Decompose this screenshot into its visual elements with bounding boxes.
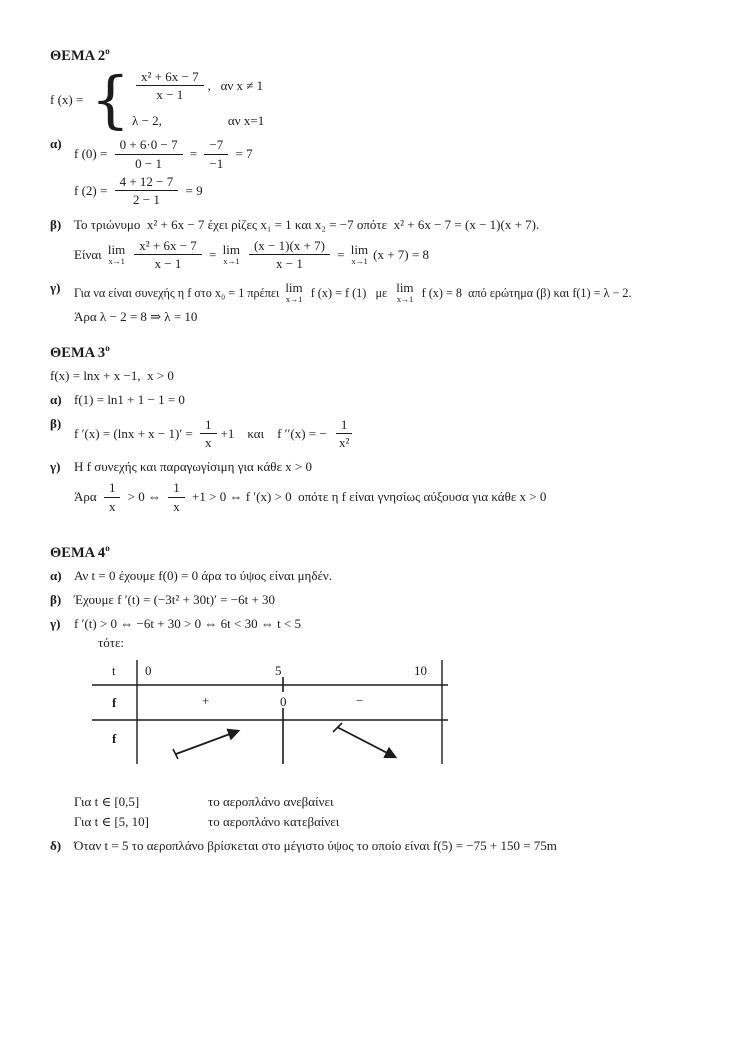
fraction-denominator: 0 − 1 bbox=[135, 155, 162, 171]
fraction-numerator: 0 + 6·0 − 7 bbox=[115, 137, 183, 154]
item-body bbox=[74, 414, 705, 454]
fraction bbox=[334, 417, 354, 451]
equals-sign: = bbox=[205, 246, 220, 262]
fraction-denominator: x bbox=[205, 435, 212, 451]
theme3-title bbox=[50, 343, 705, 362]
equation-f2 bbox=[74, 174, 705, 208]
equation-text: +1 και f ′′(x) = − bbox=[220, 425, 330, 441]
increase-arrow bbox=[173, 731, 238, 759]
item-label: α) bbox=[50, 567, 62, 583]
item-label: γ) bbox=[50, 459, 61, 475]
item-label: δ) bbox=[50, 837, 62, 853]
lim-subscript: x→1 bbox=[351, 256, 368, 267]
theme4-item-delta bbox=[50, 836, 705, 856]
interval-range: Για t ∈ [0,5] bbox=[74, 793, 140, 809]
then-label: τότε: bbox=[98, 634, 125, 650]
trinomial-roots-text: Το τριώνυμο x² + 6x − 7 έχει ρίζες x₁ = 1 και x₂ = −7 οπότε x² + 6x − 7 = (x − 1)(x + 7). bbox=[74, 216, 540, 232]
theme3-item-alpha bbox=[50, 390, 705, 410]
item-body bbox=[74, 215, 705, 275]
case-2-expression: λ − 2, bbox=[132, 113, 162, 129]
equation-result: = 7 bbox=[232, 146, 253, 162]
equation-text: Είναι bbox=[74, 246, 105, 262]
equation-result: = 9 bbox=[182, 182, 203, 198]
fraction-denominator: −1 bbox=[209, 155, 224, 171]
fraction bbox=[168, 480, 185, 514]
item-body bbox=[74, 836, 705, 856]
spacer bbox=[50, 521, 705, 543]
theme3-title-sup: ο bbox=[105, 342, 110, 353]
case-1-condition: , αν x ≠ 1 bbox=[207, 77, 264, 93]
fraction-numerator: 1 bbox=[200, 417, 217, 434]
item-label: γ) bbox=[50, 280, 61, 296]
limit-operator bbox=[351, 243, 368, 266]
derivative-equation bbox=[74, 417, 705, 451]
fraction bbox=[249, 238, 330, 272]
equation-text: f ′(x) = (lnx + x − 1)′ = bbox=[74, 425, 197, 441]
item-label: β) bbox=[50, 591, 62, 607]
theme2-title-sup: ο bbox=[105, 46, 110, 56]
theme2-item-gamma bbox=[50, 278, 705, 327]
fraction bbox=[104, 480, 121, 514]
fraction-denominator: x − 1 bbox=[276, 256, 303, 272]
fraction-denominator: x − 1 bbox=[154, 256, 182, 272]
piecewise-definition bbox=[50, 62, 705, 136]
equals-sign: = bbox=[333, 246, 348, 262]
table-value-5: 5 bbox=[275, 662, 282, 678]
sign-table bbox=[92, 658, 452, 766]
monotonicity-equation bbox=[74, 480, 705, 514]
equation-text: f (2) = bbox=[74, 182, 111, 198]
fraction-denominator: x bbox=[108, 498, 116, 514]
theme4-title-text: ΘΕΜΑ 4 bbox=[50, 544, 106, 561]
lim-subscript: x→1 bbox=[285, 294, 303, 305]
interval-row-2 bbox=[74, 812, 705, 832]
limit-operator bbox=[223, 243, 240, 266]
piecewise-case-1 bbox=[132, 69, 264, 103]
theme4-item-gamma bbox=[50, 614, 705, 652]
item-label: γ) bbox=[50, 615, 61, 631]
table-value-10: 10 bbox=[414, 662, 427, 678]
table-row-label-fprime: f bbox=[112, 694, 117, 710]
equation-f0 bbox=[74, 137, 705, 171]
item-body bbox=[74, 278, 705, 327]
equation-text: > 0 ⇔ bbox=[124, 489, 165, 505]
item-label: β) bbox=[50, 415, 62, 431]
fraction-denominator: 2 − 1 bbox=[132, 192, 160, 208]
theme3-section bbox=[50, 343, 705, 517]
curly-brace: { bbox=[90, 62, 131, 136]
sign-minus: − bbox=[356, 692, 364, 708]
equation-text: f (x) = f (1) με bbox=[307, 285, 394, 300]
inequality-statement: f ′(t) > 0 ⇔ −6t + 30 > 0 ⇔ 6t < 30 ⇔ t < 5 bbox=[74, 615, 302, 631]
interval-range: Για t ∈ [5, 10] bbox=[74, 813, 150, 829]
item-body bbox=[74, 457, 705, 517]
theme4-item-beta bbox=[50, 590, 705, 610]
table-value-0: 0 bbox=[145, 662, 152, 678]
theme3-title-text: ΘΕΜΑ 3 bbox=[50, 344, 106, 361]
lim-word: lim bbox=[222, 242, 240, 258]
fraction-denominator: x² bbox=[338, 435, 350, 451]
equation-text: +1 > 0 ⇔ f ′(x) > 0 οπότε η f είναι γνησίως αύξουσα για κάθε x > 0 bbox=[188, 489, 547, 505]
theme4-title bbox=[50, 543, 705, 562]
fraction-numerator: 1 bbox=[168, 480, 185, 497]
item-label: α) bbox=[50, 136, 62, 152]
fraction bbox=[204, 137, 228, 171]
item-body bbox=[74, 590, 705, 610]
theme4-title-sup: ο bbox=[105, 543, 110, 554]
fraction-numerator: −7 bbox=[204, 137, 228, 154]
fraction bbox=[134, 238, 202, 272]
interval-description: το αεροπλάνο κατεβαίνει bbox=[208, 813, 340, 829]
fraction-denominator: x bbox=[173, 498, 180, 514]
theme2-title-text: ΘΕΜΑ 2 bbox=[50, 47, 106, 64]
lambda-result: Άρα λ − 2 = 8 ⇒ λ = 10 bbox=[74, 308, 198, 324]
lim-subscript: x→1 bbox=[396, 294, 413, 305]
item-body bbox=[74, 390, 705, 410]
sign-plus: + bbox=[202, 692, 210, 708]
theme3-function-definition: f(x) = lnx + x −1, x > 0 bbox=[50, 367, 174, 383]
theme2-section bbox=[50, 46, 705, 327]
item-body bbox=[74, 614, 705, 652]
fraction-numerator: x² + 6x − 7 bbox=[136, 69, 204, 86]
lim-word: lim bbox=[396, 280, 414, 296]
item-body bbox=[74, 134, 705, 210]
limit-operator bbox=[285, 281, 302, 304]
spacer bbox=[50, 331, 705, 343]
continuity-statement: Η f συνεχής και παραγωγίσιμη για κάθε x > 0 bbox=[74, 459, 313, 475]
equals-sign: = bbox=[186, 146, 201, 162]
item-label: β) bbox=[50, 216, 62, 232]
equation-text: Άρα bbox=[74, 489, 100, 505]
theme2-item-alpha bbox=[50, 134, 705, 210]
height-zero-statement: Αν t = 0 έχουμε f(0) = 0 άρα το ύψος είναι μηδέν. bbox=[74, 567, 333, 583]
equation-text: Για να είναι συνεχής η f στο x₀ = 1 πρέπει bbox=[74, 285, 283, 300]
fraction bbox=[115, 174, 179, 208]
equation-text: f (0) = bbox=[74, 146, 111, 162]
piecewise-cases bbox=[132, 69, 264, 131]
piecewise-case-2 bbox=[132, 112, 264, 130]
fx-lhs: f (x) = bbox=[50, 91, 87, 107]
sign-zero: 0 bbox=[280, 693, 287, 709]
fraction bbox=[200, 417, 217, 451]
lim-word: lim bbox=[107, 242, 126, 258]
table-row-label-t: t bbox=[112, 662, 116, 678]
equation-text: f (x) = 8 από ερώτημα (β) και f(1) = λ − 2. bbox=[418, 285, 632, 300]
fraction-numerator: 4 + 12 − 7 bbox=[115, 174, 179, 191]
f1-value: f(1) = ln1 + 1 − 1 = 0 bbox=[74, 391, 185, 407]
fraction-numerator: 1 bbox=[336, 417, 353, 434]
lim-subscript: x→1 bbox=[223, 256, 240, 267]
theme4-section bbox=[50, 543, 705, 856]
limit-equation bbox=[74, 238, 705, 272]
limit-operator bbox=[396, 281, 413, 304]
theme4-item-alpha bbox=[50, 566, 705, 586]
equation-result: (x + 7) = 8 bbox=[373, 246, 429, 262]
fraction-numerator: x² + 6x − 7 bbox=[134, 238, 202, 255]
theme2-title bbox=[50, 46, 705, 65]
fraction bbox=[115, 137, 183, 171]
fraction bbox=[136, 69, 204, 103]
theme2-item-beta bbox=[50, 215, 705, 275]
interval-row-1 bbox=[74, 792, 705, 812]
item-label: α) bbox=[50, 391, 62, 407]
limit-operator bbox=[108, 243, 125, 266]
continuity-condition-line bbox=[74, 281, 705, 304]
case-2-condition: αν x=1 bbox=[227, 113, 265, 129]
maximum-height-statement: Όταν t = 5 το αεροπλάνο βρίσκεται στο μέγιστο ύψος το οποίο είναι f(5) = −75 + 150 = 75m bbox=[74, 837, 557, 853]
interval-description: το αεροπλάνο ανεβαίνει bbox=[208, 793, 334, 809]
lim-word: lim bbox=[285, 280, 303, 296]
theme3-item-gamma bbox=[50, 457, 705, 517]
lim-word: lim bbox=[350, 242, 369, 258]
item-body bbox=[74, 566, 705, 586]
fraction-numerator: 1 bbox=[104, 480, 121, 497]
lim-subscript: x→1 bbox=[108, 256, 125, 267]
fraction-numerator: (x − 1)(x + 7) bbox=[249, 238, 330, 255]
derivative-statement: Έχουμε f ′(t) = (−3t² + 30t)′ = −6t + 30 bbox=[74, 591, 276, 607]
theme3-item-beta bbox=[50, 414, 705, 454]
table-row-label-f: f bbox=[112, 730, 117, 746]
decrease-arrow bbox=[333, 723, 395, 757]
fraction-denominator: x − 1 bbox=[156, 87, 184, 103]
